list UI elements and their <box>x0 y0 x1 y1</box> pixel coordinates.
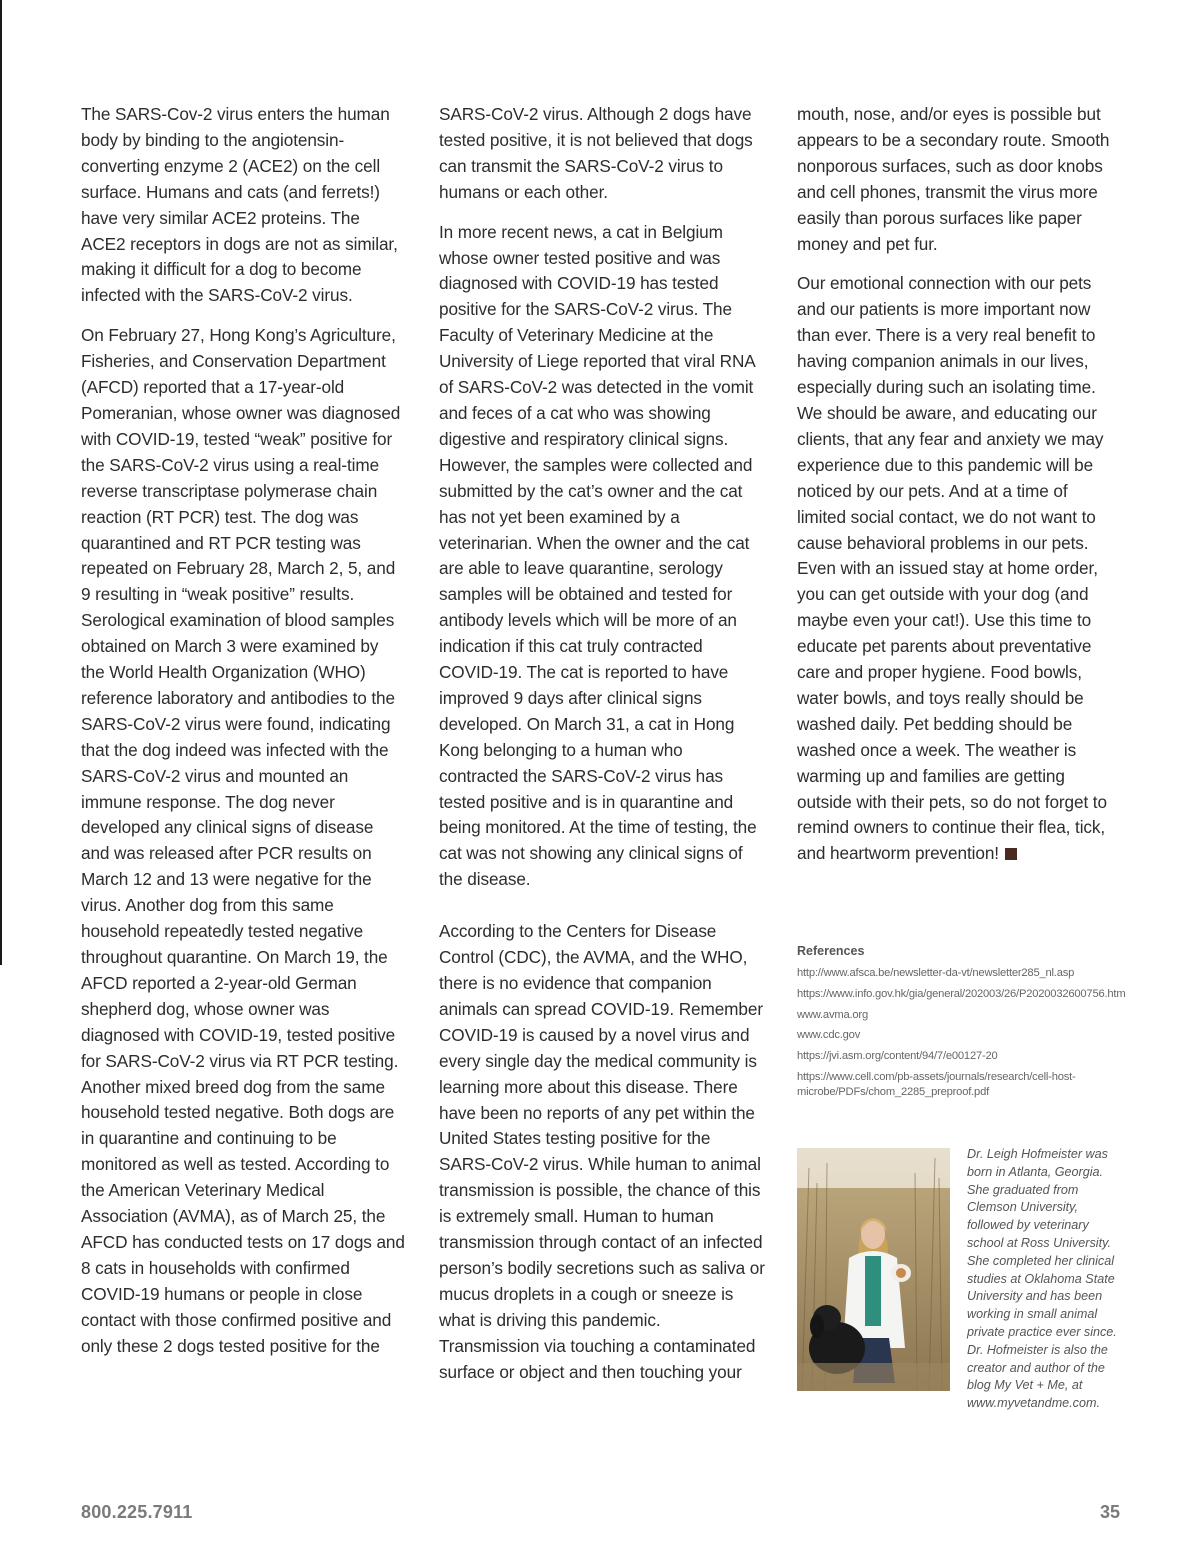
column1-paragraph-2: On February 27, Hong Kong’s Agriculture, Fisheries, and Conservation Department (AFCD) reported that a 17-year-old Pomeranian, whose owner was diagnosed with COVID-19, tested “weak” positive for the SARS-CoV-2 virus using a real-time reverse transcriptase polymerase chain reaction (RT PCR) test. The dog was quarantined and RT PCR testing was repeated on February 28, March 2, 5, and 9 resulting in “weak positive” results. Serological examination of blood samples obtained on March 3 were examined by the World Health Organization (WHO) reference laboratory and antibodies to the SARS-CoV-2 virus were found, indicating that the dog indeed was infected with the SARS-CoV-2 virus and mounted an immune response. The dog never developed any clinical signs of disease and was released after PCR results on March 12 and 13 were negative for the virus. Another dog from this same household repeatedly tested negative throughout quarantine. On March 19, the AFCD reported a 2-year-old German shepherd dog, whose owner was diagnosed with COVID-19, tested positive for SARS-CoV-2 virus via RT PCR testing. Another mixed breed dog from the same household tested negative. Both dogs are in quarantine and continuing to be monitored as well as tested. According to the American Veterinary Medical Association (AVMA), as of March 25, the AFCD has conducted tests on 17 dogs and 8 cats in households with confirmed COVID-19 humans or people in close contact with those confirmed positive and only these 2 dogs tested positive for the <box>81 325 405 1356</box>
reference-item[interactable]: www.avma.org <box>797 1008 868 1021</box>
article-column-2 <box>439 102 765 1400</box>
page-number: 35 <box>1099 1502 1120 1522</box>
author-photo <box>797 1148 950 1391</box>
column2-paragraph-1: SARS-CoV-2 virus. Although 2 dogs have tested positive, it is not believed that dogs can transmit the SARS-CoV-2 virus to humans or each other. <box>439 104 753 202</box>
reference-item[interactable]: https://jvi.asm.org/content/94/7/e00127-20 <box>797 1050 998 1063</box>
column2-paragraph-2: In more recent news, a cat in Belgium whose owner tested positive and was diagnosed with COVID-19 has tested positive for the SARS-CoV-2 virus. The Faculty of Veterinary Medicine at the University of Liege reported that viral RNA of SARS-CoV-2 was detected in the vomit and feces of a cat who was showing digestive and respiratory clinical signs. However, the samples were collected and submitted by the cat’s owner and the cat has not yet been examined by a veterinarian. When the owner and the cat are able to leave quarantine, serology samples will be obtained and tested for antibody levels which will be more of an indication if this cat truly contracted COVID-19. The cat is reported to have improved 9 days after clinical signs developed. On March 31, a cat in Hong Kong belonging to a human who contracted the SARS-CoV-2 virus has tested positive and is in quarantine and being monitored. At the time of testing, the cat was not showing any clinical signs of the disease. <box>439 221 757 890</box>
reference-item[interactable]: www.cdc.gov <box>797 1029 861 1042</box>
column3-paragraph-2-text: Our emotional connection with our pets and our patients is more important now than ever. There is a very real benefit to having companion animals in our lives, especially during such an isolating time. We should be aware, and educating our clients, that any fear and anxiety we may experience due to this pandemic will be noticed by our pets. And at a time of limited social contact, we do not want to cause behavioral problems in our pets. Even with an issued stay at home order, you can get outside with your dog (and maybe even your cat!). Use this time to educate pet parents about preventative care and proper hygiene. Food bowls, water bowls, and toys really should be washed daily. Pet bedding should be washed once a week. The weather is warming up and families are getting outside with their pets, so do not forget to remind owners to continue their flea, tick, and heartworm prevention! <box>797 273 1107 864</box>
references-list <box>797 966 1126 1100</box>
reference-item[interactable]: https://www.info.gov.hk/gia/general/202003/26/P2020032600756.htm <box>797 987 1126 1000</box>
footer-phone-number: 800.225.7911 <box>81 1502 193 1522</box>
end-of-article-mark <box>1005 848 1017 860</box>
reference-item[interactable]: https://www.cell.com/pb-assets/journals/research/cell-host-microbe/PDFs/chom_2285_preproof.pdf <box>797 1070 1076 1098</box>
references-section <box>797 944 1126 1106</box>
column1-paragraph-1: The SARS-Cov-2 virus enters the human body by binding to the angiotensin-converting enzyme 2 (ACE2) on the cell surface. Humans and cats (and ferrets!) have very similar ACE2 proteins. The ACE2 receptors in dogs are not as similar, making it difficult for a dog to become infected with the SARS-CoV-2 virus. <box>81 104 398 306</box>
reference-item[interactable]: http://www.afsca.be/newsletter-da-vt/newsletter285_nl.asp <box>797 967 1075 979</box>
references-title: References <box>797 944 865 958</box>
article-column-1 <box>81 102 406 1374</box>
left-edge-rule <box>0 0 2 965</box>
author-bio: Dr. Leigh Hofmeister was born in Atlanta, Georgia. She graduated from Clemson University, followed by veterinary school at Ross University. She completed her clinical studies at Oklahoma State University and has been working in small animal private practice ever since. Dr. Hofmeister is also the creator and author of the blog My Vet + Me, at www.myvetandme.com. <box>967 1147 1117 1411</box>
column2-paragraph-3: According to the Centers for Disease Control (CDC), the AVMA, and the WHO, there is no evidence that companion animals can spread COVID-19. Remember COVID-19 is caused by a novel virus and every single day the medical community is learning more about this disease. There have been no reports of any pet within the United States testing positive for the SARS-CoV-2 virus. While human to animal transmission is possible, the chance of this is extremely small. Human to human transmission through contact of an infected person’s bodily secretions such as saliva or mucus droplets in a cough or sneeze is what is driving this pandemic. Transmission via touching a contaminated surface or object and then touching your <box>439 921 765 1382</box>
column3-paragraph-2 <box>797 271 1121 867</box>
article-column-3 <box>797 102 1121 881</box>
author-photo-illustration <box>797 1148 950 1391</box>
column3-paragraph-1: mouth, nose, and/or eyes is possible but appears to be a secondary route. Smooth nonporous surfaces, such as door knobs and cell phones, transmit the virus more easily than porous surfaces like paper money and pet fur. <box>797 104 1110 254</box>
